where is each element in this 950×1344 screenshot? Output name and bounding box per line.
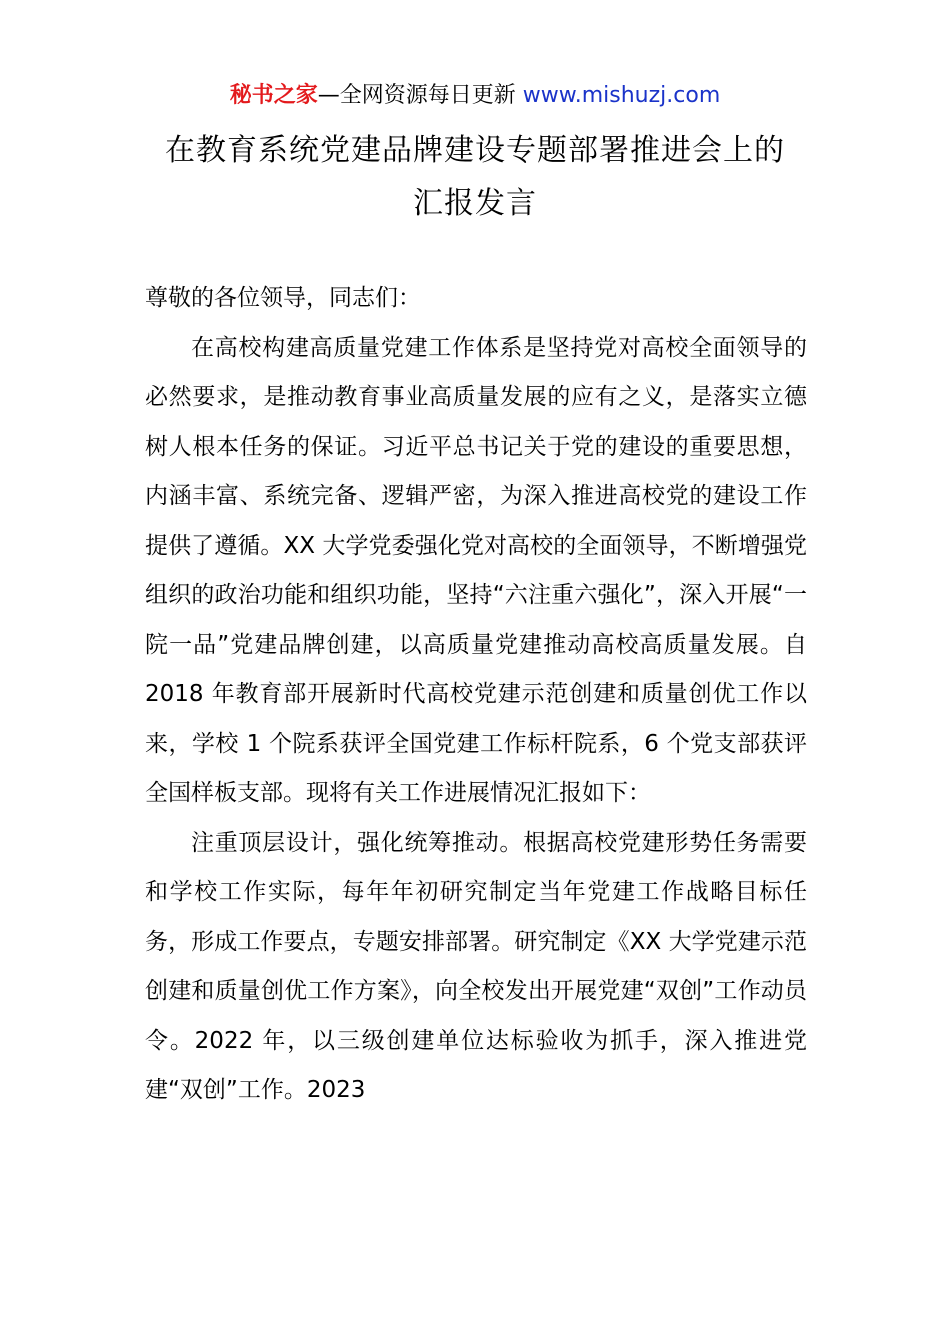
title-line-2: 汇报发言: [413, 186, 537, 221]
paragraph-top-level-design: 注重顶层设计，强化统筹推动。根据高校党建形势任务需要和学校工作实际，每年年初研究制定当年党建工作战略目标任务，形成工作要点，专题安排部署。研究制定《XX 大学党建示范创建和质量创优工作方案》，向全校发出开展党建“双创”工作动员令。2022 年，以三级创建单位达标验收为抓手，深入推进党建“双创”工作。2023: [145, 829, 807, 1103]
document-title: [120, 124, 830, 230]
document-body: [145, 274, 807, 1116]
title-line-1: 在教育系统党建品牌建设专题部署推进会上的: [165, 133, 785, 168]
brand-name: 秘书之家: [229, 83, 318, 108]
site-header: [0, 80, 950, 112]
salutation: 尊敬的各位领导，同志们：: [145, 285, 421, 311]
site-slogan: —全网资源每日更新: [317, 83, 523, 108]
site-url-link[interactable]: www.mishuzj.com: [522, 83, 721, 108]
paragraph-intro: 在高校构建高质量党建工作体系是坚持党对高校全面领导的必然要求，是推动教育事业高质量发展的应有之义，是落实立德树人根本任务的保证。习近平总书记关于党的建设的重要思想，内涵丰富、系统完备、逻辑严密，为深入推进高校党的建设工作提供了遵循。XX 大学党委强化党对高校的全面领导，不断增强党组织的政治功能和组织功能，坚持“六注重六强化”，深入开展“一院一品”党建品牌创建，以高质量党建推动高校高质量发展。自 2018 年教育部开展新时代高校党建示范创建和质量创优工作以来，学校 1 个院系获评全国党建工作标杆院系，6 个党支部获评全国样板支部。现将有关工作进展情况汇报如下：: [145, 334, 807, 806]
